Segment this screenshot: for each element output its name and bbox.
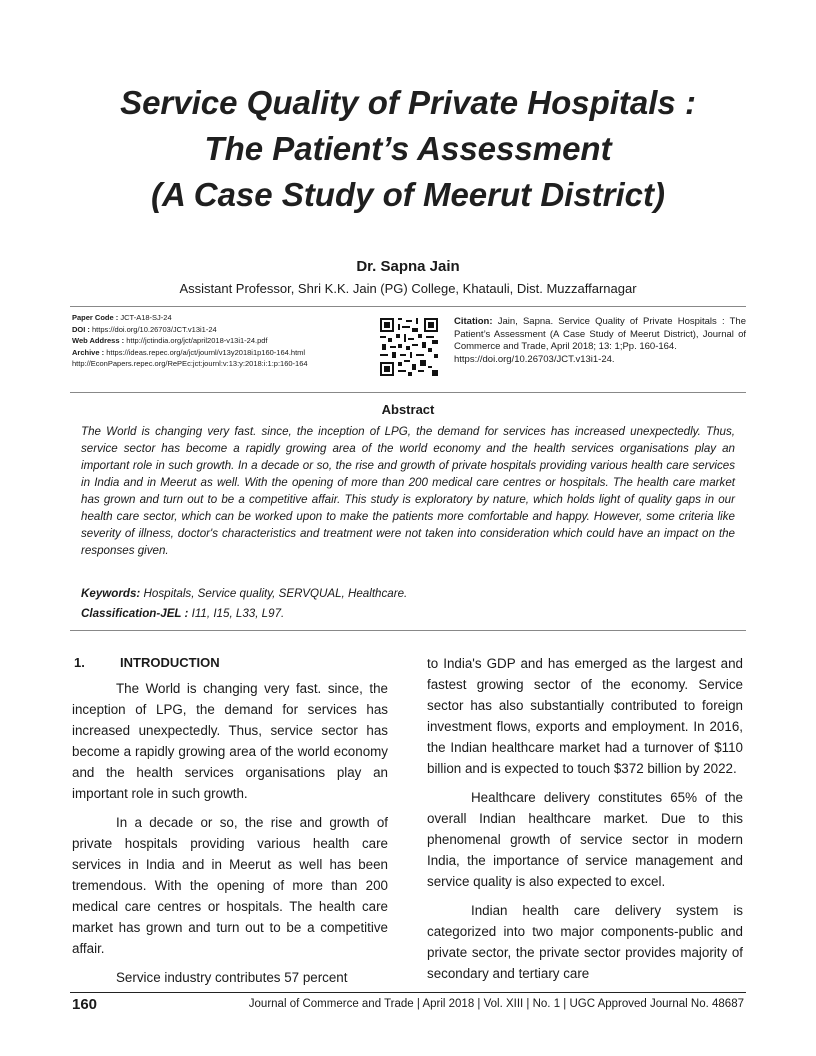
- archive-link-2[interactable]: http://EconPapers.repec.org/RePEc:jct:journl:v:13:y:2018:i:1:p:160-164: [72, 359, 308, 368]
- jel-line: [81, 607, 284, 620]
- paper-code-line: [72, 312, 372, 324]
- jel-label: Classification-JEL :: [81, 607, 189, 620]
- paragraph: The World is changing very fast. since, the inception of LPG, the demand for services has increased unexpectedly. Thus, service sector has become a rapidly growing area of the world economy and the health services organisations play an important role in such growth.: [72, 681, 388, 801]
- citation-text: Jain, Sapna. Service Quality of Private Hospitals : The Patient’s Assessment (A Case Study of Meerut District), Journal of Commerce and Trade, April 2018; 13: 1;Pp. 160-164.: [454, 316, 747, 352]
- keywords-label: Keywords:: [81, 587, 141, 600]
- archive-label: Archive :: [72, 347, 105, 357]
- abstract-heading: Abstract: [381, 402, 435, 417]
- paragraph: Service industry contributes 57 percent: [116, 970, 348, 985]
- web-label: Web Address :: [72, 336, 125, 345]
- paper-code-label: Paper Code :: [72, 313, 119, 322]
- doi-label: DOI :: [72, 324, 90, 334]
- jel-codes: I11, I15, L33, L97.: [191, 607, 285, 620]
- citation-label: Citation:: [454, 316, 493, 327]
- doi-line: [72, 324, 372, 336]
- paper-code: JCT-A18-SJ-24: [120, 313, 172, 322]
- abstract-top-rule: [70, 392, 746, 393]
- abstract-bottom-rule: [70, 630, 746, 631]
- doi-link[interactable]: https://doi.org/10.26703/JCT.v13i1-24: [92, 324, 217, 334]
- citation-block: [454, 316, 746, 366]
- abstract-body: The World is changing very fast. since, the inception of LPG, the demand for services has increased unexpectedly. Thus, service sector has become a rapidly growing area of the world economy and the health services organisations play an important role in such growth. In a decade or so, the rise and growth of private hospitals providing various health care services in India and in Meerut as well. With the opening of more than 200 medical care centres or hospitals. The health care market has grown and turn out to be a competitive affair. This study is exploratory by nature, which holds light of quality gaps in our health care sector, which can be worked upon to make the patients more comfortable and happy. However, some criteria like severity of illness, doctor's characteristics and treatment were not taken into consideration which could have an impact on the responses given.: [81, 425, 735, 557]
- left-column: [72, 678, 388, 996]
- paragraph: In a decade or so, the rise and growth of private hospitals providing various health care services in India and in Meerut as well has been tremendous. With the opening of more than 200 medical care centres or hospitals. The health care market has grown and turn out to be a competitive affair.: [72, 815, 388, 956]
- author-name: Dr. Sapna Jain: [356, 258, 460, 275]
- meta-top-rule: [70, 306, 746, 307]
- paper-title: [0, 80, 816, 218]
- paragraph: Indian health care delivery system is categorized into two major components-public and private sector, the private sector provides majority of secondary and tertiary care: [427, 903, 743, 981]
- title-line-3: (A Case Study of Meerut District): [150, 176, 665, 213]
- keywords: Hospitals, Service quality, SERVQUAL, Healthcare.: [143, 587, 408, 600]
- title-line-2: The Patient’s Assessment: [204, 130, 612, 167]
- keywords-line: [81, 587, 407, 600]
- section-heading: [74, 655, 220, 670]
- journal-footer: Journal of Commerce and Trade | April 2018 | Vol. XIII | No. 1 | UGC Approved Journal No. 48687: [248, 998, 744, 1010]
- page-number: 160: [72, 996, 98, 1013]
- qr-code-icon: [380, 318, 438, 376]
- right-column: [427, 653, 743, 992]
- footer-rule: [70, 992, 746, 993]
- section-title: INTRODUCTION: [120, 655, 220, 670]
- author-affiliation: Assistant Professor, Shri K.K. Jain (PG) College, Khatauli, Dist. Muzzaffarnagar: [179, 281, 637, 296]
- section-number: 1.: [74, 655, 85, 670]
- paragraph: to India's GDP and has emerged as the largest and fastest growing sector of the economy. Service sector has also substantially contributed to foreign investment flows, exports and employment. In 2016, the Indian healthcare market had a turnover of $110 billion and is expected to touch $372 billion by 2022.: [427, 656, 743, 776]
- archive-link[interactable]: https://ideas.repec.org/a/jct/journl/v13y2018i1p160-164.html: [106, 347, 306, 357]
- citation-doi[interactable]: https://doi.org/10.26703/JCT.v13i1-24.: [454, 353, 615, 365]
- title-line-1: Service Quality of Private Hospitals :: [120, 84, 696, 121]
- paper-metadata: [72, 312, 372, 370]
- web-link[interactable]: http://jctindia.org/jct/april2018-v13i1-24.pdf: [126, 336, 268, 345]
- archive-line: [72, 347, 372, 359]
- paragraph: Healthcare delivery constitutes 65% of the overall Indian healthcare market. Due to this phenomenal growth of service sector in modern India, the importance of service management and service quality is also expected to excel.: [427, 790, 743, 889]
- web-line: [72, 335, 372, 347]
